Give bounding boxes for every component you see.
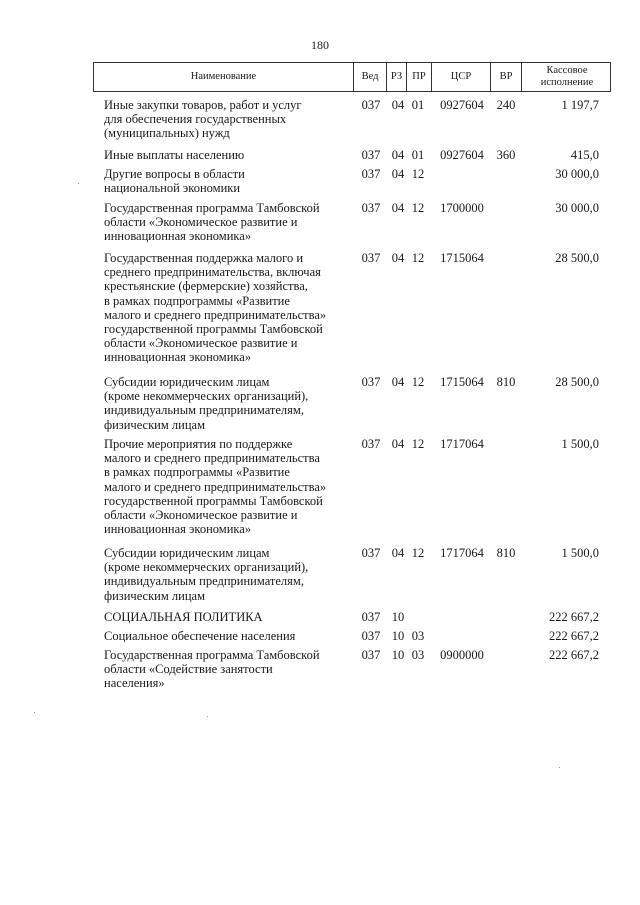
row-pr: 12 (411, 375, 425, 389)
row-csr: 1700000 (440, 201, 484, 215)
row-ved: 037 (361, 375, 381, 389)
row-amount: 1 500,0 (561, 437, 599, 451)
row-name: Прочие мероприятия по поддержке малого и среднего предпринимательства в рамках подпрограммы «Развитие малого и среднего предпринимательства» государственной программы Тамбовской области «Экономическое развитие и инновационная экономика» (104, 437, 327, 537)
row-ved: 037 (361, 251, 381, 265)
row-csr: 1717064 (440, 437, 484, 451)
row-rz: 10 (391, 629, 405, 643)
row-csr: 0927604 (440, 148, 484, 162)
row-vr: 240 (496, 98, 516, 112)
row-csr: 1717064 (440, 546, 484, 560)
row-name: Государственная поддержка малого и среднего предпринимательства, включая крестьянские (фермерские) хозяйства, в рамках подпрограммы «Развитие малого и среднего предпринимательства» государственной программы Тамбовской области «Экономическое развитие и инновационная экономика» (104, 251, 327, 365)
row-rz: 04 (391, 437, 405, 451)
row-name: Другие вопросы в области национальной экономики (104, 167, 245, 196)
header-pr: ПР (406, 63, 431, 91)
row-amount: 1 197,7 (561, 98, 599, 112)
row-pr: 12 (411, 437, 425, 451)
row-ved: 037 (361, 629, 381, 643)
row-csr: 0900000 (440, 648, 484, 662)
row-rz: 04 (391, 546, 405, 560)
row-pr: 12 (411, 167, 425, 181)
table-header (93, 62, 611, 92)
row-csr: 1715064 (440, 375, 484, 389)
row-amount: 415,0 (570, 148, 599, 162)
row-ved: 037 (361, 98, 381, 112)
row-pr: 03 (411, 629, 425, 643)
scan-speck (78, 183, 79, 184)
row-rz: 10 (391, 648, 405, 662)
row-ved: 037 (361, 201, 381, 215)
row-name: Субсидии юридическим лицам (кроме некоммерческих организаций), индивидуальным предпринимателям, физическим лицам (104, 546, 309, 603)
row-pr: 12 (411, 251, 425, 265)
header-rz: РЗ (386, 63, 406, 91)
header-ved: Вед (353, 63, 386, 91)
row-pr: 01 (411, 148, 425, 162)
row-amount: 222 667,2 (549, 629, 599, 643)
row-csr: 0927604 (440, 98, 484, 112)
page-number: 180 (311, 38, 329, 52)
row-ved: 037 (361, 148, 381, 162)
row-ved: 037 (361, 546, 381, 560)
row-rz: 10 (391, 610, 405, 624)
row-ved: 037 (361, 167, 381, 181)
row-amount: 28 500,0 (555, 375, 599, 389)
row-amount: 1 500,0 (561, 546, 599, 560)
row-amount: 222 667,2 (549, 648, 599, 662)
row-vr: 810 (496, 546, 516, 560)
scan-speck (559, 767, 560, 768)
row-name: Социальное обеспечение населения (104, 629, 296, 643)
header-amount: Кассовое исполнение (521, 63, 612, 91)
row-amount: 30 000,0 (555, 167, 599, 181)
row-name: Государственная программа Тамбовской области «Содействие занятости населения» (104, 648, 320, 691)
header-name: Наименование (190, 71, 257, 82)
row-rz: 04 (391, 201, 405, 215)
row-rz: 04 (391, 167, 405, 181)
row-name: Субсидии юридическим лицам (кроме некоммерческих организаций), индивидуальным предпринимателям, физическим лицам (104, 375, 309, 432)
header-csr: ЦСР (431, 63, 490, 91)
row-amount: 30 000,0 (555, 201, 599, 215)
row-rz: 04 (391, 148, 405, 162)
row-name: Иные выплаты населению (104, 148, 245, 162)
row-rz: 04 (391, 98, 405, 112)
row-vr: 360 (496, 148, 516, 162)
scan-speck (207, 716, 208, 717)
row-pr: 12 (411, 201, 425, 215)
scan-speck (34, 712, 35, 713)
header-vr: ВР (490, 63, 521, 91)
row-pr: 01 (411, 98, 425, 112)
row-vr: 810 (496, 375, 516, 389)
row-name: Государственная программа Тамбовской области «Экономическое развитие и инновационная экономика» (104, 201, 320, 244)
row-amount: 222 667,2 (549, 610, 599, 624)
row-amount: 28 500,0 (555, 251, 599, 265)
row-name: СОЦИАЛЬНАЯ ПОЛИТИКА (104, 610, 263, 624)
row-ved: 037 (361, 437, 381, 451)
row-ved: 037 (361, 648, 381, 662)
row-rz: 04 (391, 251, 405, 265)
row-rz: 04 (391, 375, 405, 389)
row-pr: 12 (411, 546, 425, 560)
row-pr: 03 (411, 648, 425, 662)
row-ved: 037 (361, 610, 381, 624)
row-name: Иные закупки товаров, работ и услуг для обеспечения государственных (муниципальных) нужд (104, 98, 302, 141)
row-csr: 1715064 (440, 251, 484, 265)
